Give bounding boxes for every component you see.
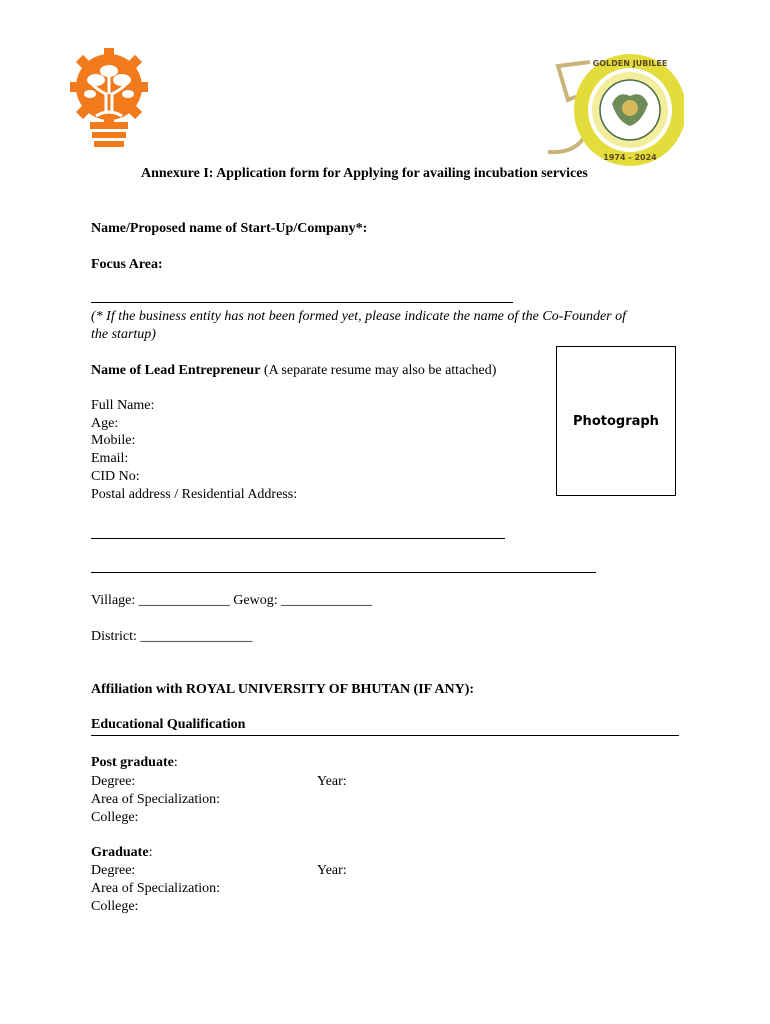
focus-area-label: Focus Area: xyxy=(91,257,163,272)
address-line-1[interactable] xyxy=(91,538,505,539)
form-title: Annexure I: Application form for Applying for availing incubation services xyxy=(141,166,588,181)
cid-label: CID No: xyxy=(91,469,140,484)
district-field[interactable]: District: ________________ xyxy=(91,629,253,644)
full-name-label: Full Name: xyxy=(91,398,155,413)
photograph-label: Photograph xyxy=(573,413,659,429)
village-gewog-field[interactable]: Village: _____________ Gewog: _____________ xyxy=(91,593,373,608)
grad-heading xyxy=(91,845,152,861)
lead-entrepreneur-heading-note: (A separate resume may also be attached) xyxy=(260,363,497,378)
grad-degree-label: Degree: xyxy=(91,863,136,878)
grad-year-label: Year: xyxy=(317,863,347,878)
footnote-line-1: (* If the business entity has not been formed yet, please indicate the name of the Co-Founder of xyxy=(91,309,626,324)
svg-text:GOLDEN JUBILEE: GOLDEN JUBILEE xyxy=(592,59,668,68)
grad-specialization-label: Area of Specialization: xyxy=(91,881,221,896)
focus-area-line[interactable] xyxy=(91,302,513,303)
tree-gear-logo-icon xyxy=(66,44,152,156)
postgrad-specialization-label: Area of Specialization: xyxy=(91,792,221,807)
postgrad-label: Post graduate xyxy=(91,755,174,770)
lead-entrepreneur-heading-bold: Name of Lead Entrepreneur xyxy=(91,363,261,378)
education-heading-rule xyxy=(91,735,679,736)
svg-text:1974 - 2024: 1974 - 2024 xyxy=(603,153,657,162)
company-name-label: Name/Proposed name of Start-Up/Company*: xyxy=(91,221,368,236)
postgrad-year-label: Year: xyxy=(317,774,347,789)
age-label: Age: xyxy=(91,416,119,431)
email-label: Email: xyxy=(91,451,129,466)
postgrad-degree-label: Degree: xyxy=(91,774,136,789)
postgrad-college-label: College: xyxy=(91,810,139,825)
address-label: Postal address / Residential Address: xyxy=(91,487,298,502)
address-line-2[interactable] xyxy=(91,572,596,573)
photograph-box[interactable] xyxy=(556,346,676,496)
mobile-label: Mobile: xyxy=(91,433,136,448)
education-heading: Educational Qualification xyxy=(91,717,246,732)
grad-colon: : xyxy=(148,845,153,860)
postgrad-colon: : xyxy=(173,755,178,770)
golden-jubilee-emblem-icon xyxy=(538,44,684,172)
grad-college-label: College: xyxy=(91,899,139,914)
footnote-line-2: the startup) xyxy=(91,327,156,342)
grad-label: Graduate xyxy=(91,845,149,860)
affiliation-label: Affiliation with ROYAL UNIVERSITY OF BHUTAN (IF ANY): xyxy=(91,682,475,697)
postgrad-heading xyxy=(91,755,178,771)
lead-entrepreneur-heading xyxy=(91,363,496,379)
